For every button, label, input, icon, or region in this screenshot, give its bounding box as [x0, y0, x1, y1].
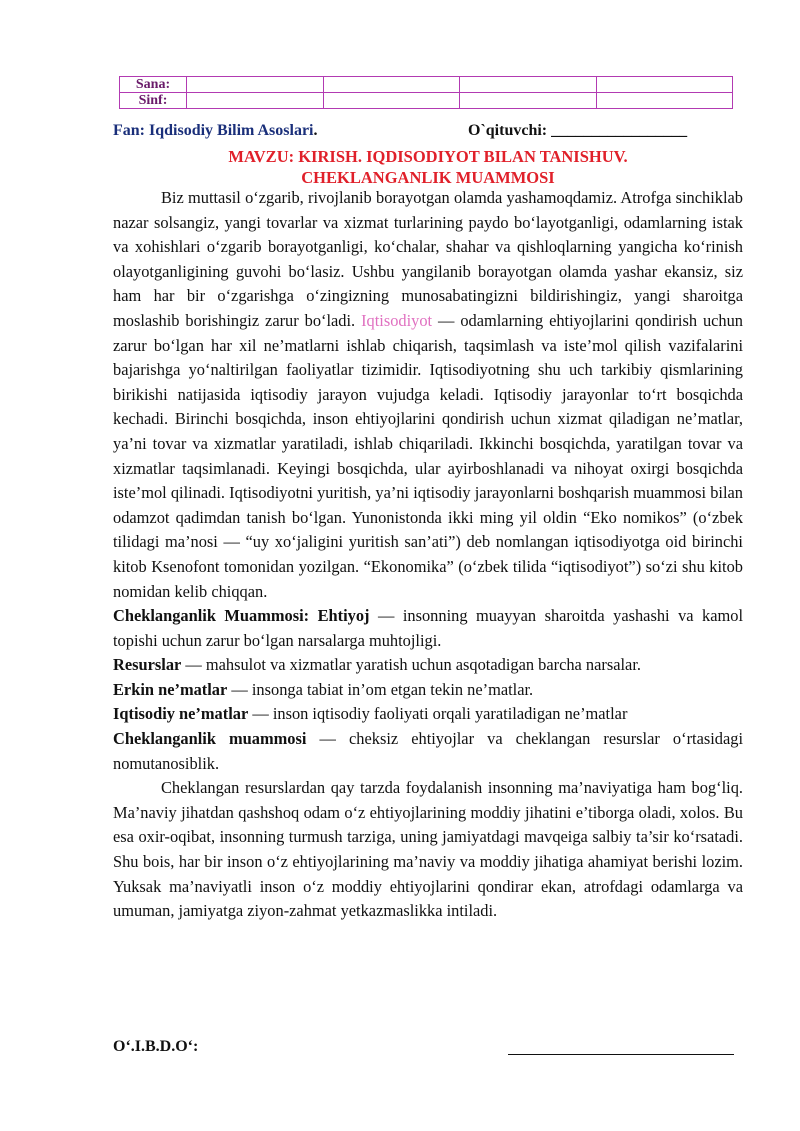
definition-term: Cheklanganlik Muammosi: Ehtiyoj — [113, 606, 370, 626]
intro-text-rest: — odamlarning ehtiyojlarini qondirish uchun zarur bo‘lgan har xil ne’matlarni ishlab chiqarish, taqsimlash va iste’mol qilish vazifalarini bajarishga yo‘naltirilgan faoliyatlar tizimidir. Iqtisodiyotning shu uch tarkibiy qismlarining birikishi natijasida iqtisodiy jarayon vujudga keladi. Iqtisodiy jarayonlar to‘rt bosqichda kechadi. Birinchi bosqichda, inson ehtiyojlarini qondirish uchun xizmat qiladigan ne’matlar, ya’ni tovar va xizmatlar yaratiladi, ishlab chiqariladi. Ikkinchi bosqichda, yaratilgan tovar va xizmatlar taqsimlanadi. Keyingi bosqichda, ular ayirboshlanadi va nihoyat oxirgi bosqichda iste’mol qilinadi. Iqtisodiyotni yuritish, ya’ni iqtisodiy jarayonlarni boshqarish muammosi bilan odamzot qadimdan tanish bo‘lgan. Yunonistonda ikki ming yil oldin “Eko nomikos” (o‘zbek tilidagi ma’nosi — “uy xo‘jaligini yuritish san’ati”) deb nomlangan iqtisodiyotga oid birinchi kitob Ksenofont tomonidan yozilgan. “Ekonomika” (o‘zbek tilida “iqtisodiyot”) so‘zi shu kitob nomidan kelib chiqqan. — [113, 310, 743, 601]
definition-text: — cheksiz ehtiyojlar va cheklangan resurslar o‘rtasidagi nomutanosiblik. — [113, 729, 744, 773]
date-label: Sana: — [120, 77, 187, 93]
class-cell[interactable] — [187, 93, 324, 109]
signature-blank[interactable] — [508, 1054, 734, 1055]
lesson-title — [113, 146, 743, 188]
class-cell[interactable] — [323, 93, 460, 109]
class-cell[interactable] — [460, 93, 597, 109]
signature-label: O‘.I.B.D.O‘: — [113, 1038, 199, 1055]
date-cell[interactable] — [323, 77, 460, 93]
definition-item — [113, 604, 743, 653]
subject-line — [113, 121, 743, 141]
definition-item — [113, 702, 743, 727]
definition-text: — insonga tabiat in’om etgan tekin ne’matlar. — [227, 679, 534, 699]
date-class-table — [119, 76, 733, 109]
signature-line — [113, 1037, 743, 1057]
definition-term: Erkin ne’matlar — [113, 679, 228, 699]
date-cell[interactable] — [596, 77, 733, 93]
definition-term: Resurslar — [113, 655, 182, 675]
teacher-field: O`qituvchi: _________________ — [468, 122, 688, 139]
definition-item — [113, 727, 743, 776]
class-label: Sinf: — [120, 93, 187, 109]
definition-text: — insonning muayyan sharoitda yashashi va kamol topishi uchun zarur bo‘lgan narsalarga muhtojligi. — [113, 606, 744, 650]
subject-dot: . — [313, 122, 318, 139]
class-cell[interactable] — [596, 93, 733, 109]
definition-term: Cheklanganlik muammosi — [113, 729, 307, 749]
definition-term: Iqtisodiy ne’matlar — [113, 704, 249, 724]
definition-item — [113, 653, 743, 678]
intro-paragraph — [113, 186, 743, 604]
intro-text: Biz muttasil o‘zgarib, rivojlanib borayotgan olamda yashamoqdamiz. Atrofga sinchiklab nazar solsangiz, yangi tovarlar va xizmat turlarining paydo bo‘layotganligi, odamlarning istak va xohishlari o‘zgarib borayotganligi, ko‘chalar, shahar va qishloqlarning yangicha ko‘rinish olayotganligining guvohi bo‘lasiz. Ushbu yangilanib borayotgan olamda yashar ekansiz, siz ham har bir o‘zgarishga o‘zingizning munosabatingizni bildirishingiz, yangi sharoitga moslashib borishingiz zarur bo‘ladi. — [113, 188, 743, 330]
definition-text: — inson iqtisodiy faoliyati orqali yaratiladigan ne’matlar — [248, 704, 628, 724]
lesson-body — [113, 186, 743, 924]
title-line-1: MAVZU: KIRISH. IQDISODIYOT BILAN TANISHUV. — [228, 147, 628, 166]
title-line-2: CHEKLANGANLIK MUAMMOSI — [301, 168, 555, 187]
highlighted-term: Iqtisodiyot — [361, 310, 433, 330]
date-cell[interactable] — [187, 77, 324, 93]
date-cell[interactable] — [460, 77, 597, 93]
definition-text: — mahsulot va xizmatlar yaratish uchun asqotadigan barcha narsalar. — [181, 655, 641, 675]
date-row — [120, 77, 733, 93]
definition-item — [113, 678, 743, 703]
subject-label: Fan: Iqdisodiy Bilim Asoslari — [113, 122, 314, 139]
conclusion-paragraph: Cheklangan resurslardan qay tarzda foydalanish insonning ma’naviyatiga ham bog‘liq. Ma’naviy jihatdan qashshoq odam o‘z ehtiyojlarining moddiy jihatini e’tiborga oladi, xolos. Bu esa oxir-oqibat, insonning turmush tarziga, uning jamiyatdagi mavqeiga salbiy ta’sir ko‘rsatadi. Shu bois, har bir inson o‘z ehtiyojlarining ma’naviy va moddiy jihatiga ahamiyat berishi lozim. Yuksak ma’naviyatli inson o‘z moddiy ehtiyojlarini qondirar ekan, atrofdagi odamlarga va umuman, jamiyatga ziyon-zahmat yetkazmaslikka intiladi. — [113, 778, 743, 921]
class-row — [120, 93, 733, 109]
